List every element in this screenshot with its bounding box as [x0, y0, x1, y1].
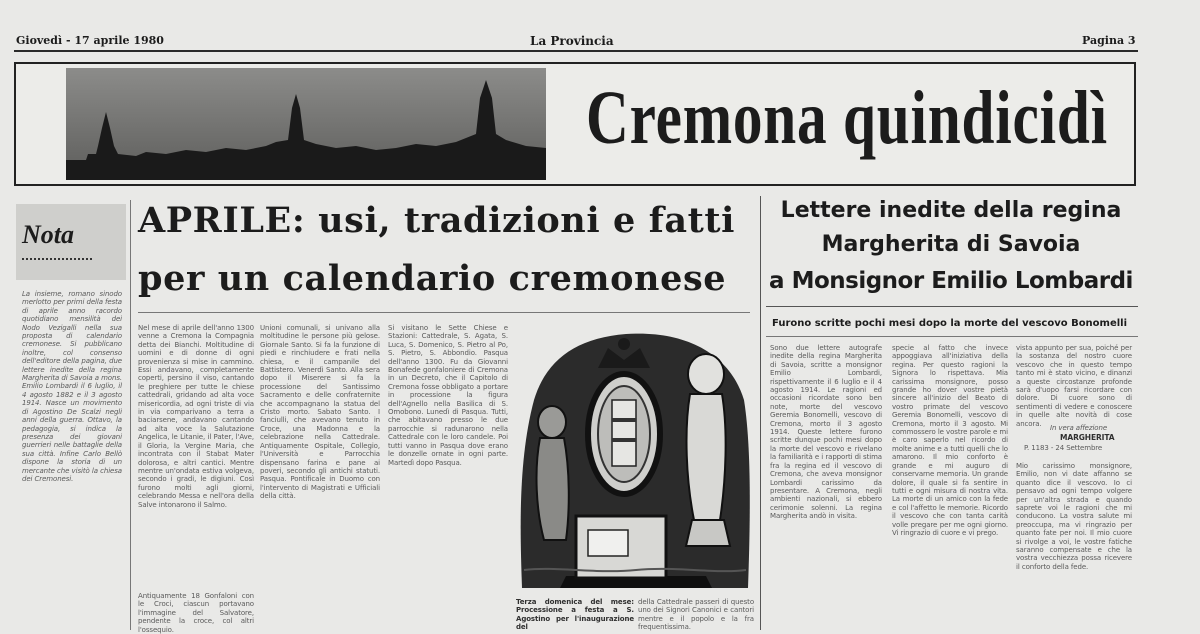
right-headline-line-1: Lettere inedite della regina [780, 198, 1122, 223]
right-article-subhead: Furono scritte pochi mesi dopo la morte del vescovo Bonomelli [772, 318, 1128, 329]
column-divider [130, 200, 131, 630]
illustration-caption-continued: della Cattedrale passeri di questo uno dei Signori Canonici e cantori mentre e il popolo e la fra frequentissima. [638, 598, 754, 632]
subhead-rule [766, 336, 1138, 337]
signature-date: P. 1183 - 24 Settembre [1024, 444, 1103, 452]
column-divider [760, 196, 761, 630]
main-headline-line-2: per un calendario cremonese [138, 258, 727, 299]
city-skyline-silhouette [66, 68, 546, 180]
main-headline-line-1: APRILE: usi, tradizioni e fatti [138, 200, 736, 241]
signature-name: MARGHERITA [1060, 433, 1115, 442]
right-article-column-3-continued: Mio carissimo monsignore, Emilio, non vi date affanno se quanto dice il vescovo. Io ci pensavo ad ogni tempo volgere per un'altra strada e quando saprete voi le ragioni che mi conducono. La vostra salute mi preoccupa, ma vi ringrazio per quanto fate per noi. Il mio cuore si rivolge a voi, le vostre fatiche saranno compensate e che la vostra vecchiezza possa ricevere il conforto della fede. [1016, 462, 1132, 571]
right-article-column-2: specie al fatto che invece appoggiava all'iniziativa della regina. Per questo ragioni la Signora lo rispettava. Mia carissima monsignore, posso grande ho dover vostre pietà sincere all'inizio del Beato di vostro primate del vescovo Geremia Bonomelli, vescovo di Cremona, morto il 3 agosto. Mi commossero le vostre parole e mi è caro saperlo nel ricordo di molte anime e a tutti quelli che lo amarono. Il mio conforto è grande e mi auguro di conservarne memoria. Un grande dolore, il quale si fa sentire in tutti e ogni misura di nostra vita. La morte di un amico con la fede e col l'affetto le memorie. Ricordo il vescovo che con tanta carità volle pregare per me ogni giorno. Vi ringrazio di cuore e vi prego. [892, 344, 1008, 537]
illustration-caption: Terza domenica del mese: Processione a festa a S. Agostino per l'inaugurazione del [516, 598, 634, 632]
masthead-title: Cremona quindicidì [586, 76, 1108, 160]
header-page-number: Pagina 3 [1082, 34, 1136, 47]
header-date: Giovedì - 17 aprile 1980 [16, 34, 164, 47]
nota-label: Nota [22, 220, 74, 249]
right-headline-rule [766, 306, 1138, 307]
right-article-column-3: vista appunto per sua, poiché per la sostanza del nostro cuore vescovo che in questo tempo tanto mi è stato vicino, e dinanzi a queste circostanze profonde sarà d'uopo farsi ricordare con dolore. Di cuore sono di sentimenti di vedere e conoscere in quelle alte novità di cose ancora. [1016, 344, 1132, 428]
coat-of-arms-with-cherubs [516, 330, 752, 592]
right-article-column-1: Sono due lettere autografe inedite della regina Margherita di Savoia, scritte a monsignor Emilio Lombardi, rispettivamente il 6 luglio e il 4 agosto 1914. Le ragioni ed occasioni ricordate sono ben note, morte del vescovo Geremia Bonomelli, vescovo di Cremona, morto il 3 agosto 1914. Queste lettere furono scritte dunque pochi mesi dopo la morte del vescovo e rivelano la familiarità e i rapporti di stima fra la regina ed il vescovo di Cremona, che aveva monsignor Lombardi carissimo da presentare. A Cremona, negli ambienti nazionali, si ebbero cerimonie solenni. La regina Margherita andò in visita. [770, 344, 882, 521]
signature-closing: In vera affezione [1050, 424, 1108, 432]
page-header [0, 28, 1200, 52]
right-headline-line-3: a Monsignor Emilio Lombardi [769, 268, 1133, 294]
right-headline-line-2: Margherita di Savoia [821, 232, 1081, 257]
main-article-column-1-continued: Antiquamente 18 Gonfaloni con le Croci, ciascun portavano l'immagine del Salvatore, pendente la croce, col altri l'ossequio. [138, 592, 254, 634]
header-newspaper-name: La Provincia [530, 34, 614, 48]
headline-rule [138, 312, 750, 313]
nota-divider [22, 258, 92, 262]
main-article-column-2: Unioni comunali, si univano alla moltitudine le persone più gelose. Giornale Santo. Si fa la funzione di piedi e rinchiudere e frati nella chiesa, e il campanile del Battistero. Venerdì Santo. Alla sera dopo il Miserere si fa la processione del Santissimo Sacramento e delle confraternite che accompagnano la statua del Cristo morto. Sabato Santo. I fanciulli, che avevano tenuto in Croce, una Madonna e la celebrazione nella Cattedrale. Antiquamente Ospitale, Collegio, l'Università e Parrocchia dispensano farina e pane ai poveri, secondo gli antichi statuti. Pasqua. Pontificale in Duomo con l'intervento di Magistrati e Ufficiali della città. [260, 324, 380, 501]
header-rule [14, 50, 1138, 52]
nota-body: La insieme, romano sinodo merlotto per primi della festa di aprile anno racordo quotidiano mensilità dei Nodo Vezigalli nella sua proposta di calendario cremonese. Si pubblicano inoltre, col consenso dell'editore della pagina, due lettere inedite della regina Margherita di Savoia a mons. Emilio Lombardi il 6 luglio, il 4 agosto 1882 e il 3 agosto 1914. Nasce un movimento di Agostino De Scalzi negli anni della guerra. Ottavo, la pedagogia, si indica la presenza dei giovani guerrieri nelle battaglie della sua città. Infine Carlo Bellò dispone la storia di un mercante che visitò la chiesa dei Cremonesi. [22, 290, 122, 483]
main-article-column-3: Si visitano le Sette Chiese e Stazioni: Cattedrale, S. Agata, S. Luca, S. Domenico, S. Pietro al Po, S. Pietro, S. Abbondio. Pasqua dell'anno 1300. Fu da Giovanni Bonafede gonfaloniere di Cremona in un Decreto, che il Capitolo di Cremona fosse obbligato a portare in processione la figura dell'Agnello nella Basilica di S. Omobono. Lunedì di Pasqua. Tutti, che abitavano presso le due parrocchie si radunarono nella Cattedrale con le loro candele. Poi tutti vanno in Pasqua dove erano le donzelle ornate in ogni parte. Martedì dopo Pasqua. [388, 324, 508, 467]
main-article-column-1: Nel mese di aprile dell'anno 1300 venne a Cremona la Compagnia detta dei Bianchi. Moltitudine di uomini e di donne di ogni provenienza si mise in cammino. Essi andavano, completamente coperti, persino il viso, cantando le preghiere per tutte le chiese cattedrali, gridando ad alta voce misericordia, ad ogni triste di via in via comparivano a terra a baciarsene, andavano cantando ad alta voce la Salutazione Angelica, le Litanie, il Pater, l'Ave, il Gloria, la Vergine Maria, che incontrata con il Stabat Mater dolorosa, e altri cantici. Mentre mentre un'ondata estiva volgeva, secondo i gradi, le digiuni. Così furono molti agli giorni, celebrando Messa e nell'ora della Salve intonarono il Salmo. [138, 324, 254, 509]
